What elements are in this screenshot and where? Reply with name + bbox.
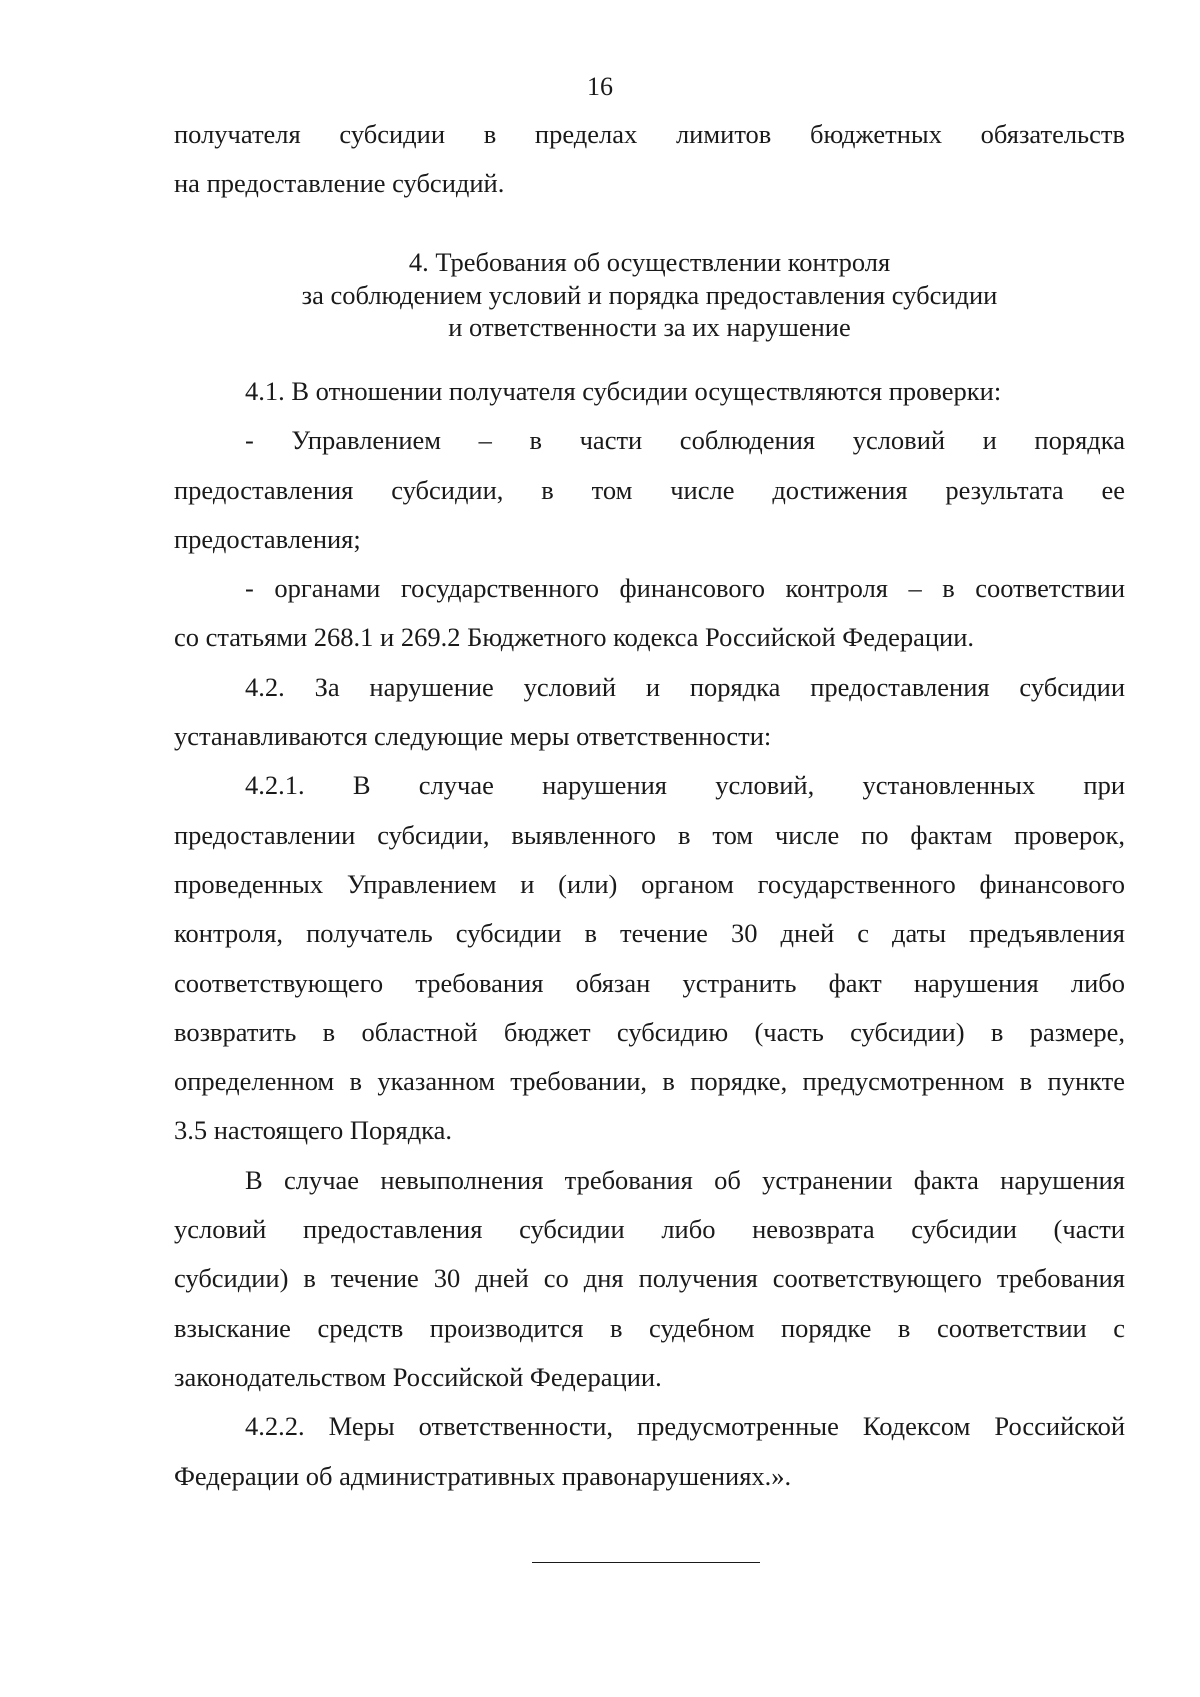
end-of-document-rule	[532, 1562, 760, 1563]
section-body	[174, 367, 1125, 1501]
noncompliance-line: условий предоставления субсидии либо невозврата субсидии (части	[174, 1214, 1125, 1245]
bullet-management-line: предоставления субсидии, в том числе достижения результата ее	[174, 474, 1125, 505]
noncompliance-line: субсидии) в течение 30 дней со дня получения соответствующего требования	[174, 1263, 1125, 1294]
clause-4-2-1-line: проведенных Управлением и (или) органом государственного финансового	[174, 868, 1125, 899]
text-line: на предоставление субсидий.	[174, 168, 505, 199]
clause-4-2-1-line: 3.5 настоящего Порядка.	[174, 1115, 453, 1146]
clause-4-2-line: устанавливаются следующие меры ответственности:	[174, 721, 772, 752]
noncompliance-line: В случае невыполнения требования об устранении факта нарушения	[245, 1164, 1125, 1195]
clause-4-1-line: 4.1. В отношении получателя субсидии осуществляются проверки:	[245, 376, 1002, 406]
clause-4-2-line: 4.2. За нарушение условий и порядка предоставления субсидии	[245, 671, 1125, 702]
page-number: 16	[587, 72, 613, 101]
text-line: получателя субсидии в пределах лимитов бюджетных обязательств	[174, 119, 1125, 149]
clause-4-2-1-line: 4.2.1. В случае нарушения условий, установленных при	[245, 770, 1125, 801]
section-heading-line: за соблюдением условий и порядка предоставления субсидии	[301, 279, 998, 310]
clause-4-2-2-line: 4.2.2. Меры ответственности, предусмотренные Кодексом Российской	[245, 1411, 1125, 1442]
noncompliance-line: законодательством Российской Федерации.	[174, 1361, 662, 1392]
noncompliance-line: взыскание средств производится в судебном порядке в соответствии с	[174, 1312, 1125, 1343]
clause-4-2-1-line: возвратить в областной бюджет субсидию (часть субсидии) в размере,	[174, 1016, 1125, 1047]
clause-4-2-1-line: соответствующего требования обязан устранить факт нарушения либо	[174, 967, 1125, 998]
bullet-management-line: предоставления;	[174, 523, 361, 554]
clause-4-2-1-line: предоставлении субсидии, выявленного в том числе по фактам проверок,	[174, 819, 1125, 850]
clause-4-2-1-line: контроля, получатель субсидии в течение 30 дней с даты предъявления	[174, 918, 1125, 949]
section-heading	[174, 246, 1125, 344]
intro-paragraph	[174, 110, 1125, 209]
bullet-financial-control-line: со статьями 268.1 и 269.2 Бюджетного кодекса Российской Федерации.	[174, 622, 975, 653]
clause-4-2-1-line: определенном в указанном требовании, в порядке, предусмотренном в пункте	[174, 1066, 1125, 1097]
bullet-financial-control-line: - органами государственного финансового контроля – в соответствии	[245, 573, 1125, 604]
clause-4-2-2-line: Федерации об административных правонарушениях.».	[174, 1460, 792, 1491]
bullet-management-line: - Управлением – в части соблюдения условий и порядка	[245, 425, 1125, 456]
section-heading-line: и ответственности за их нарушение	[448, 312, 851, 342]
section-heading-line: 4. Требования об осуществлении контроля	[408, 247, 891, 277]
